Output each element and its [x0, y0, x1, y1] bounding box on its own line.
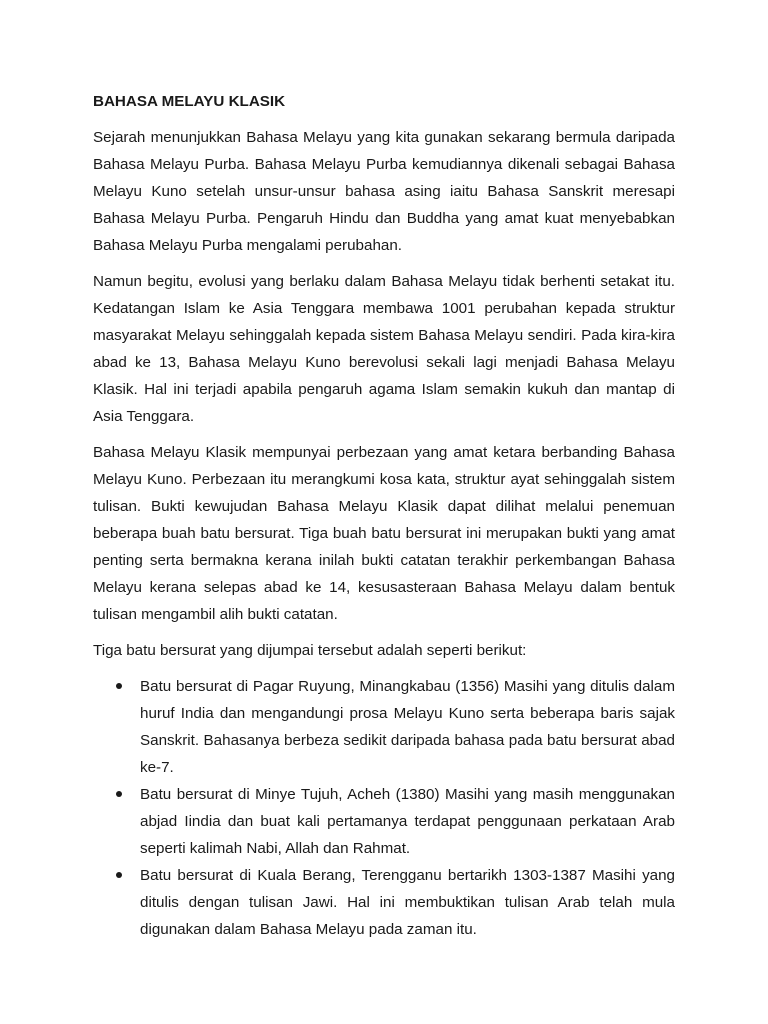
paragraph-3: Bahasa Melayu Klasik mempunyai perbezaan yang amat ketara berbanding Bahasa Melayu Kuno. Perbezaan itu merangkumi kosa kata, struktur ayat sehinggalah sistem tulisan. Bukti kewujudan Bahasa Melayu Klasik dapat dilihat melalui penemuan beberapa buah batu bersurat. Tiga buah batu bersurat ini merupakan bukti yang amat penting serta bermakna kerana inilah bukti catatan terakhir perkembangan Bahasa Melayu kerana selepas abad ke 14, kesusasteraan Bahasa Melayu dalam bentuk tulisan mengambil alih bukti catatan.: [93, 444, 675, 623]
bullet-icon: [116, 781, 126, 808]
bullet-icon: [116, 673, 126, 700]
bullet-icon: [116, 862, 126, 889]
paragraph-1: Sejarah menunjukkan Bahasa Melayu yang kita gunakan sekarang bermula daripada Bahasa Melayu Purba. Bahasa Melayu Purba kemudiannya dikenali sebagai Bahasa Melayu Kuno setelah unsur-unsur bahasa asing iaitu Bahasa Sanskrit meresapi Bahasa Melayu Purba. Pengaruh Hindu dan Buddha yang amat kuat menyebabkan Bahasa Melayu Purba mengalami perubahan.: [93, 129, 675, 254]
list-item: [93, 862, 675, 943]
document-page: [93, 88, 675, 943]
list-intro: Tiga batu bersurat yang dijumpai tersebut adalah seperti berikut:: [93, 642, 527, 659]
document-title: BAHASA MELAYU KLASIK: [93, 93, 286, 110]
list-item-text: Batu bersurat di Kuala Berang, Terengganu bertarikh 1303-1387 Masihi yang ditulis dengan tulisan Jawi. Hal ini membuktikan tulisan Arab telah mula digunakan dalam Bahasa Melayu pada zaman itu.: [140, 867, 675, 938]
list-item: [93, 673, 675, 781]
inscription-list: [93, 673, 675, 943]
paragraph-2: Namun begitu, evolusi yang berlaku dalam Bahasa Melayu tidak berhenti setakat itu. Kedatangan Islam ke Asia Tenggara membawa 1001 perubahan kepada struktur masyarakat Melayu sehinggalah kepada sistem Bahasa Melayu sendiri. Pada kira-kira abad ke 13, Bahasa Melayu Kuno berevolusi sekali lagi menjadi Bahasa Melayu Klasik. Hal ini terjadi apabila pengaruh agama Islam semakin kukuh dan mantap di Asia Tenggara.: [93, 273, 675, 425]
list-item-text: Batu bersurat di Pagar Ruyung, Minangkabau (1356) Masihi yang ditulis dalam huruf India dan mengandungi prosa Melayu Kuno serta beberapa baris sajak Sanskrit. Bahasanya berbeza sedikit daripada bahasa pada batu bersurat abad ke-7.: [140, 678, 675, 776]
list-item-text: Batu bersurat di Minye Tujuh, Acheh (1380) Masihi yang masih menggunakan abjad Iindia dan buat kali pertamanya terdapat penggunaan perkataan Arab seperti kalimah Nabi, Allah dan Rahmat.: [140, 786, 675, 857]
list-item: [93, 781, 675, 862]
